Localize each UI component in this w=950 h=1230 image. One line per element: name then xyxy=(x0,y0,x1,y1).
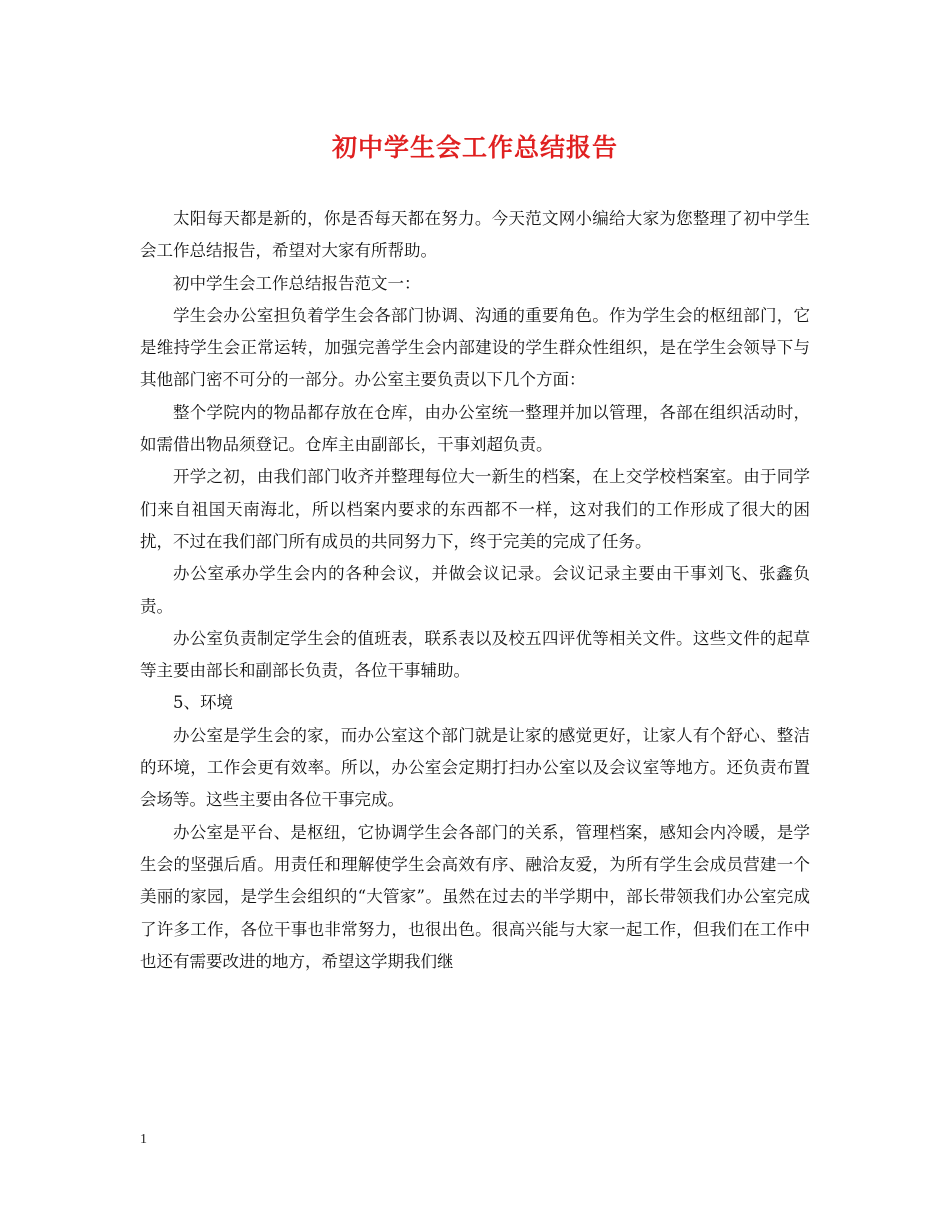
document-title: 初中学生会工作总结报告 xyxy=(331,133,618,162)
paragraph-meetings: 办公室承办学生会内的各种会议，并做会议记录。会议记录主要由干事刘飞、张鑫负责。 xyxy=(140,564,810,616)
paragraph-archives: 开学之初，由我们部门收齐并整理每位大一新生的档案，在上交学校档案室。由于同学们来自祖国天南海北，所以档案内要求的东西都不一样，这对我们的工作形成了很大的困扰，不过在我们部门所有成员的共同努力下，终于完美的完成了任务。 xyxy=(140,467,810,551)
document-body xyxy=(140,203,810,978)
paragraph-subheading: 初中学生会工作总结报告范文一： xyxy=(173,273,421,293)
paragraph-environment-heading: 5、环境 xyxy=(173,693,233,713)
paragraph-schedule: 办公室负责制定学生会的值班表，联系表以及校五四评优等相关文件。这些文件的起草等主要由部长和副部长负责，各位干事辅助。 xyxy=(140,628,810,681)
page-number: 1 xyxy=(140,1132,147,1147)
paragraph-environment: 办公室是学生会的家，而办公室这个部门就是让家的感觉更好，让家人有个舒心、整洁的环境，工作会更有效率。所以，办公室会定期打扫办公室以及会议室等地方。还负责布置会场等。这些主要由各位干事完成。 xyxy=(140,725,810,810)
paragraph-warehouse: 整个学院内的物品都存放在仓库，由办公室统一整理并加以管理，各部在组织活动时，如需借出物品须登记。仓库主由副部长，干事刘超负责。 xyxy=(140,402,810,455)
paragraph-intro: 太阳每天都是新的，你是否每天都在努力。今天范文网小编给大家为您整理了初中学生会工作总结报告，希望对大家有所帮助。 xyxy=(140,209,810,261)
paragraph-summary: 办公室是平台、是枢纽，它协调学生会各部门的关系，管理档案，感知会内冷暖，是学生会的坚强后盾。用责任和理解使学生会高效有序、融洽友爱，为所有学生会成员营建一个美丽的家园，是学生会组织的“大管家”。虽然在过去的半学期中，部长带领我们办公室完成了许多工作，各位干事也非常努力，也很出色。很高兴能与大家一起工作，但我们在工作中也还有需要改进的地方，希望这学期我们继 xyxy=(140,822,810,971)
paragraph-office-role: 学生会办公室担负着学生会各部门协调、沟通的重要角色。作为学生会的枢纽部门，它是维持学生会正常运转，加强完善学生会内部建设的学生群众性组织，是在学生会领导下与其他部门密不可分的一部分。办公室主要负责以下几个方面： xyxy=(140,305,810,390)
